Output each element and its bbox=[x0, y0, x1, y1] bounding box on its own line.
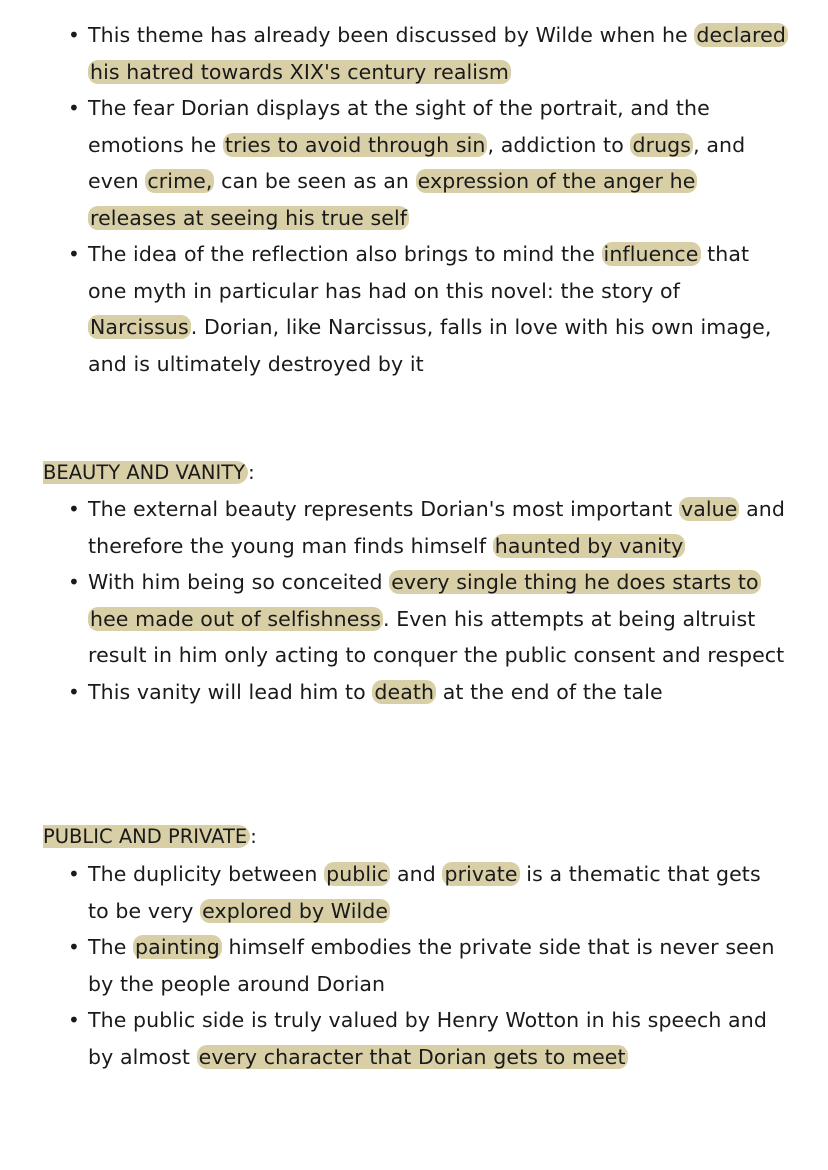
list-item bbox=[0, 856, 828, 929]
heading-colon: : bbox=[248, 461, 255, 484]
text-run: This theme has already been discussed by Wilde when he bbox=[88, 23, 695, 47]
heading-colon: : bbox=[250, 825, 257, 848]
text-run: The external beauty represents Dorian's most important bbox=[88, 497, 679, 521]
highlighted-text: death bbox=[374, 679, 435, 704]
highlighted-text: private bbox=[444, 862, 518, 886]
list-item bbox=[0, 491, 828, 564]
text-run: , addiction to bbox=[487, 132, 631, 157]
text-run: This vanity will lead him to bbox=[88, 679, 373, 704]
text-run: The fear Dorian displays at the sight of the portrait, and the emotions he bbox=[88, 96, 710, 157]
intro-bullet-list bbox=[0, 17, 828, 382]
highlighted-text: Narcissus bbox=[90, 315, 189, 339]
text-run: and therefore the young man finds himself bbox=[88, 497, 785, 558]
highlighted-text: tries to avoid through sin bbox=[224, 132, 486, 157]
text-run: that one myth in particular has had on this novel: the story of bbox=[88, 242, 750, 303]
beauty-bullet-list bbox=[0, 491, 828, 710]
text-run: The idea of the reflection also brings to mind the bbox=[88, 242, 602, 266]
text-run: With him being so conceited bbox=[88, 570, 390, 594]
list-item bbox=[0, 564, 828, 674]
text-run: at the end of the tale bbox=[436, 679, 663, 704]
text-run: can be seen as an bbox=[214, 169, 416, 193]
text-run: and bbox=[390, 862, 443, 886]
highlighted-text: explored by Wilde bbox=[202, 898, 389, 923]
text-run: . Even his attempts at being altruist result in him only acting to conquer the public consent and respect bbox=[88, 606, 785, 667]
text-run: The bbox=[88, 935, 134, 959]
list-item bbox=[0, 90, 828, 236]
highlighted-text: declared his hatred towards XIX's century realism bbox=[90, 23, 786, 84]
text-run: . Dorian, like Narcissus, falls in love with his own image, and is ultimately destroyed by it bbox=[88, 315, 772, 376]
highlighted-text: every character that Dorian gets to meet bbox=[198, 1044, 626, 1069]
highlighted-text: expression of the anger he releases at seeing his true self bbox=[90, 169, 696, 230]
heading-text: PUBLIC AND PRIVATE bbox=[43, 825, 250, 848]
list-item bbox=[0, 1002, 828, 1075]
highlighted-text: value bbox=[680, 497, 738, 521]
heading-text: BEAUTY AND VANITY bbox=[43, 461, 248, 484]
text-run: The public side is truly valued by Henry Wotton in his speech and by almost bbox=[88, 1008, 767, 1069]
public-bullet-list bbox=[0, 856, 828, 1075]
highlighted-text: crime, bbox=[147, 169, 213, 193]
text-run: himself embodies the private side that is never seen by the people around Dorian bbox=[88, 935, 775, 996]
list-item bbox=[0, 929, 828, 1002]
text-run: is a thematic that gets to be very bbox=[88, 862, 761, 923]
list-item bbox=[0, 236, 828, 382]
highlighted-text: influence bbox=[603, 242, 699, 266]
highlighted-text: every single thing he does starts to hee made out of selfishness bbox=[90, 570, 759, 631]
list-item bbox=[0, 17, 828, 90]
highlighted-text: public bbox=[326, 862, 389, 886]
list-item bbox=[0, 674, 828, 711]
highlighted-text: painting bbox=[135, 935, 220, 959]
text-run: The duplicity between bbox=[88, 862, 325, 886]
highlighted-text: haunted by vanity bbox=[494, 533, 684, 558]
section-heading-beauty-and-vanity bbox=[0, 455, 255, 491]
highlighted-text: drugs bbox=[632, 132, 692, 157]
text-run: , and even bbox=[88, 132, 746, 193]
section-heading-public-and-private bbox=[0, 819, 257, 855]
